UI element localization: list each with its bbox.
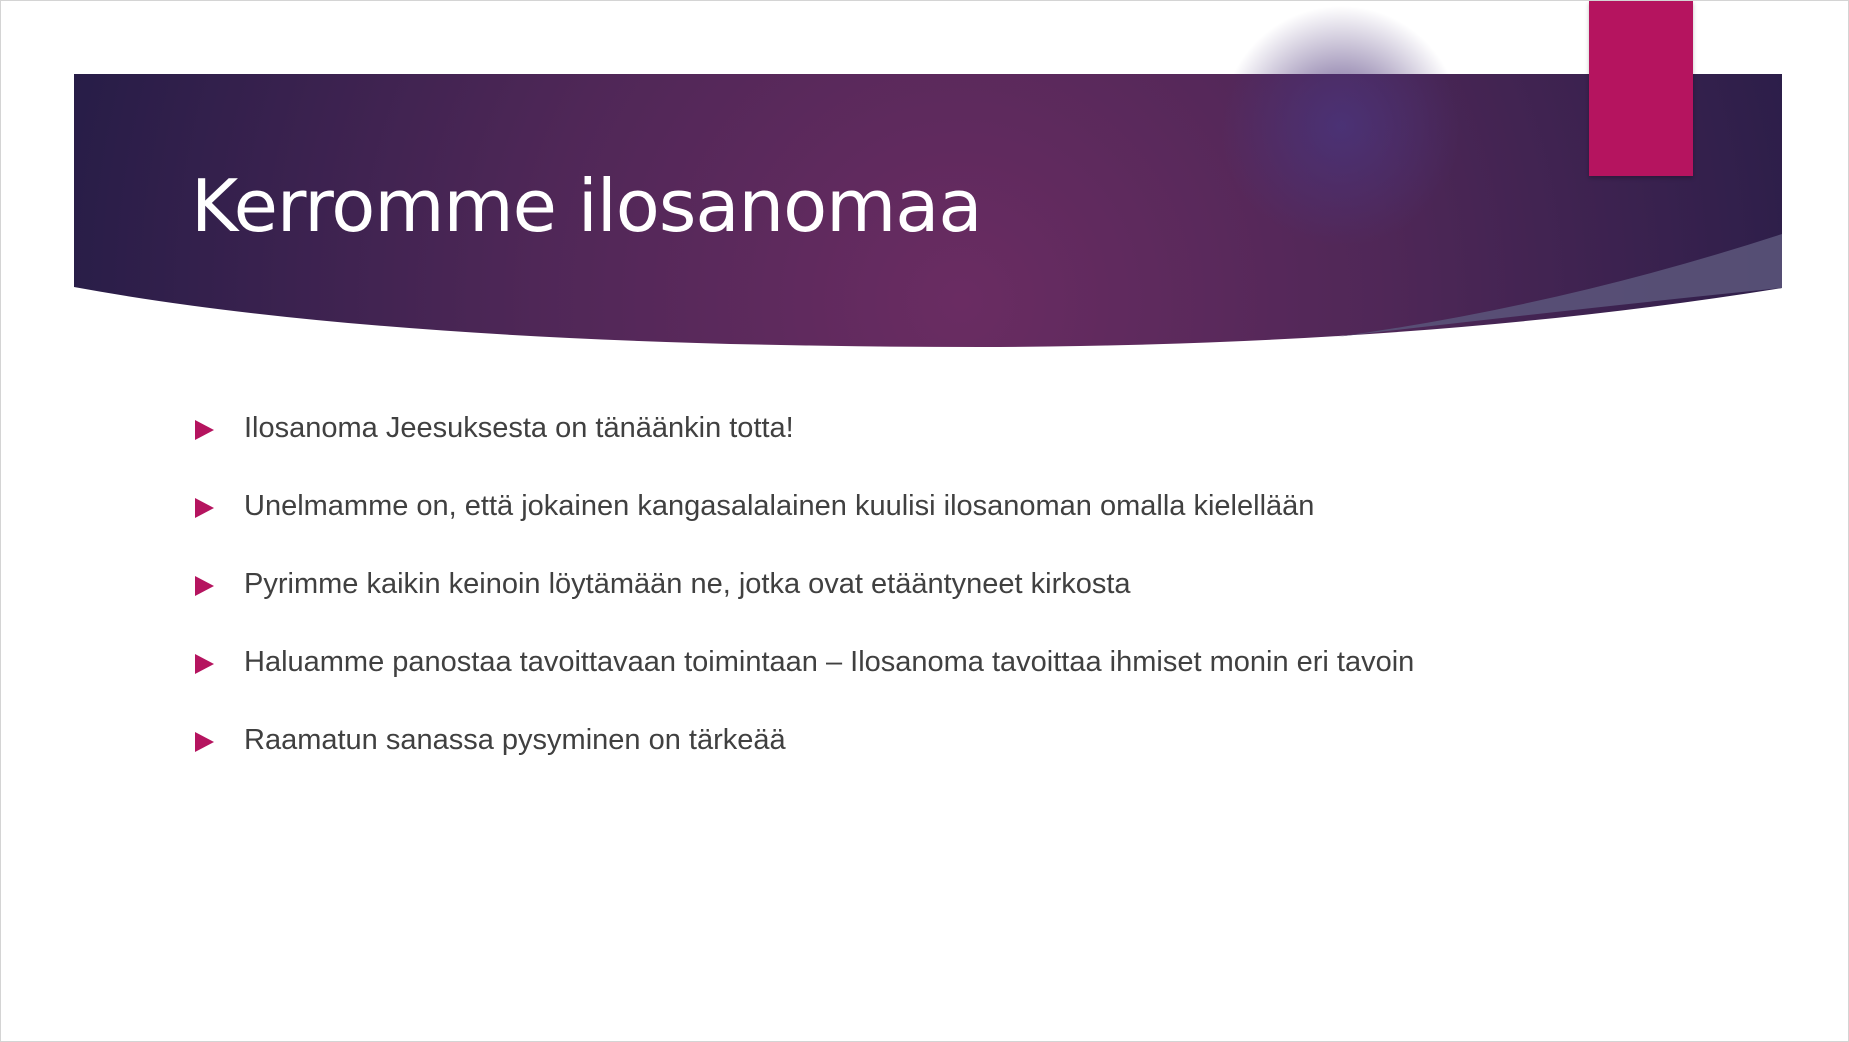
slide-title: Kerromme ilosanomaa — [191, 164, 982, 248]
triangle-bullet-icon — [195, 576, 214, 596]
triangle-bullet-icon — [195, 498, 214, 518]
bullet-item — [191, 640, 1491, 684]
bullet-text: Unelmamme on, että jokainen kangasalalainen kuulisi ilosanoman omalla kielellään — [244, 490, 1315, 522]
bullet-text: Raamatun sanassa pysyminen on tärkeää — [244, 724, 786, 756]
bullet-text: Pyrimme kaikin keinoin löytämään ne, jotka ovat etääntyneet kirkosta — [244, 568, 1131, 600]
triangle-bullet-icon — [195, 420, 214, 440]
bullet-text: Ilosanoma Jeesuksesta on tänäänkin totta! — [244, 412, 794, 444]
banner-glow — [1221, 6, 1461, 246]
bullet-item — [191, 562, 1491, 606]
bullet-list — [191, 406, 1491, 796]
bullet-text: Haluamme panostaa tavoittavaan toimintaan – Ilosanoma tavoittaa ihmiset monin eri tavoin — [244, 646, 1415, 678]
triangle-bullet-icon — [195, 732, 214, 752]
bullet-item — [191, 718, 1491, 762]
accent-tab — [1589, 1, 1693, 176]
triangle-bullet-icon — [195, 654, 214, 674]
bullet-item — [191, 484, 1491, 528]
bullet-item — [191, 406, 1491, 450]
